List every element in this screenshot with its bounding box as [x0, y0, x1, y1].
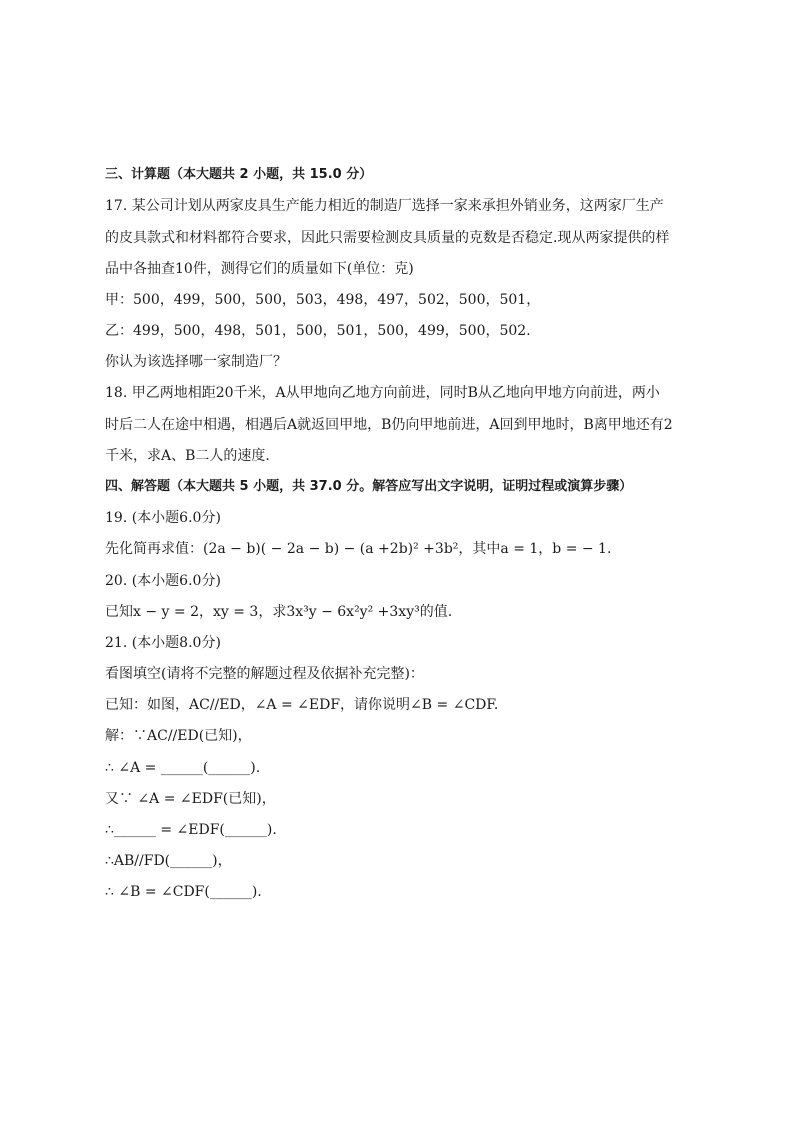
q17-data-yi: 乙：499，500，498，501，500，501，500，499，500，502． [105, 323, 541, 339]
section-3-heading: 三、计算题（本大题共 2 小题，共 15.0 分） [105, 167, 373, 182]
q18-line-3: 千米，求A、B二人的速度． [105, 448, 280, 464]
q21-step-1: 解：∵AC//ED(已知)， [105, 728, 252, 744]
q17-data-jia: 甲：500，499，500，500，503，498，497，502，500，501， [105, 292, 541, 308]
q19-heading: 19. (本小题6.0分) [105, 510, 221, 526]
q17-question: 你认为该选择哪一家制造厂？ [105, 354, 287, 370]
q21-instruction: 看图填空(请将不完整的解题过程及依据补充完整)： [105, 666, 424, 682]
section-4-heading: 四、解答题（本大题共 5 小题，共 37.0 分。解答应写出文字说明，证明过程或演算步骤） [105, 479, 633, 494]
q21-given: 已知：如图，AC//ED，∠A = ∠EDF，请你说明∠B = ∠CDF. [105, 697, 499, 713]
q18-line-1: 18. 甲乙两地相距20千米，A从甲地向乙地方向前进，同时B从乙地向甲地方向前进，两小 [105, 385, 660, 401]
q17-line-1: 17. 某公司计划从两家皮具生产能力相近的制造厂选择一家来承担外销业务，这两家厂生产 [105, 198, 664, 214]
q21-step-5: ∴AB//FD(______)， [105, 853, 232, 869]
q20-body: 已知x − y = 2，xy = 3，求3x³y − 6x²y² +3xy³的值. [105, 604, 453, 620]
q21-step-3: 又∵ ∠A = ∠EDF(已知)， [105, 791, 276, 807]
q19-body: 先化简再求值：(2a − b)( − 2a − b) − (a +2b)² +3b²，其中a = 1，b = − 1. [105, 541, 612, 557]
q18-line-2: 时后二人在途中相遇，相遇后A就返回甲地，B仍向甲地前进，A回到甲地时，B离甲地还有2 [105, 417, 673, 433]
q21-step-6: ∴ ∠B = ∠CDF(______). [105, 884, 262, 900]
q21-step-4: ∴______ = ∠EDF(______). [105, 822, 277, 838]
q17-line-3: 品中各抽查10件，测得它们的质量如下(单位：克) [105, 261, 414, 277]
q17-line-2: 的皮具款式和材料都符合要求，因此只需要检测皮具质量的克数是否稳定.现从两家提供的样 [105, 230, 670, 246]
q20-heading: 20. (本小题6.0分) [105, 573, 221, 589]
q21-heading: 21. (本小题8.0分) [105, 635, 221, 651]
q21-step-2: ∴ ∠A = ______(______). [105, 760, 261, 776]
